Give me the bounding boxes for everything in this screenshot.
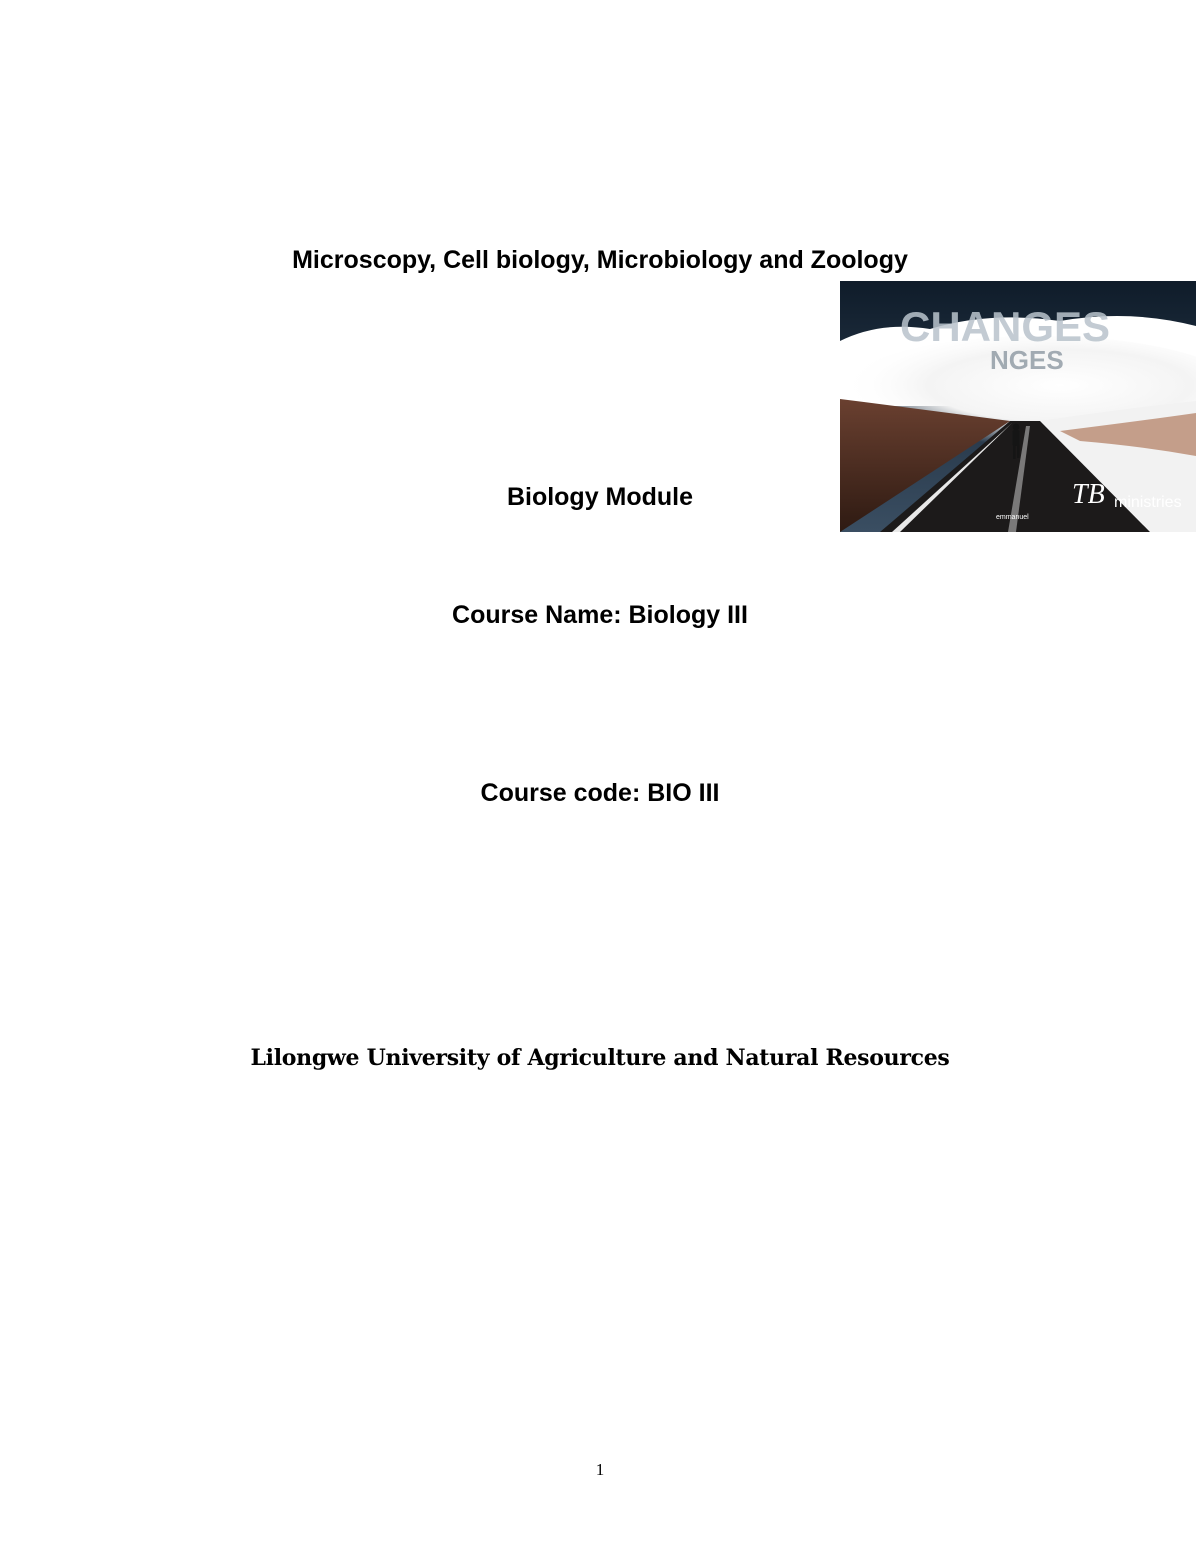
institution-name: Lilongwe University of Agriculture and Natural Resources [250,1045,950,1071]
svg-text:NGES: NGES [990,345,1064,375]
svg-text:ministries: ministries [1114,494,1182,511]
course-name: Course Name: Biology III [452,601,748,629]
svg-text:TB: TB [1072,479,1105,510]
cover-headline: CHANGES [900,303,1111,350]
svg-text:emmanuel: emmanuel [996,514,1029,521]
module-title: Biology Module [506,483,694,511]
page-number: 1 [595,1460,605,1479]
document-title: Microscopy, Cell biology, Microbiology and Zoology [292,246,908,274]
course-code: Course code: BIO III [480,779,720,807]
